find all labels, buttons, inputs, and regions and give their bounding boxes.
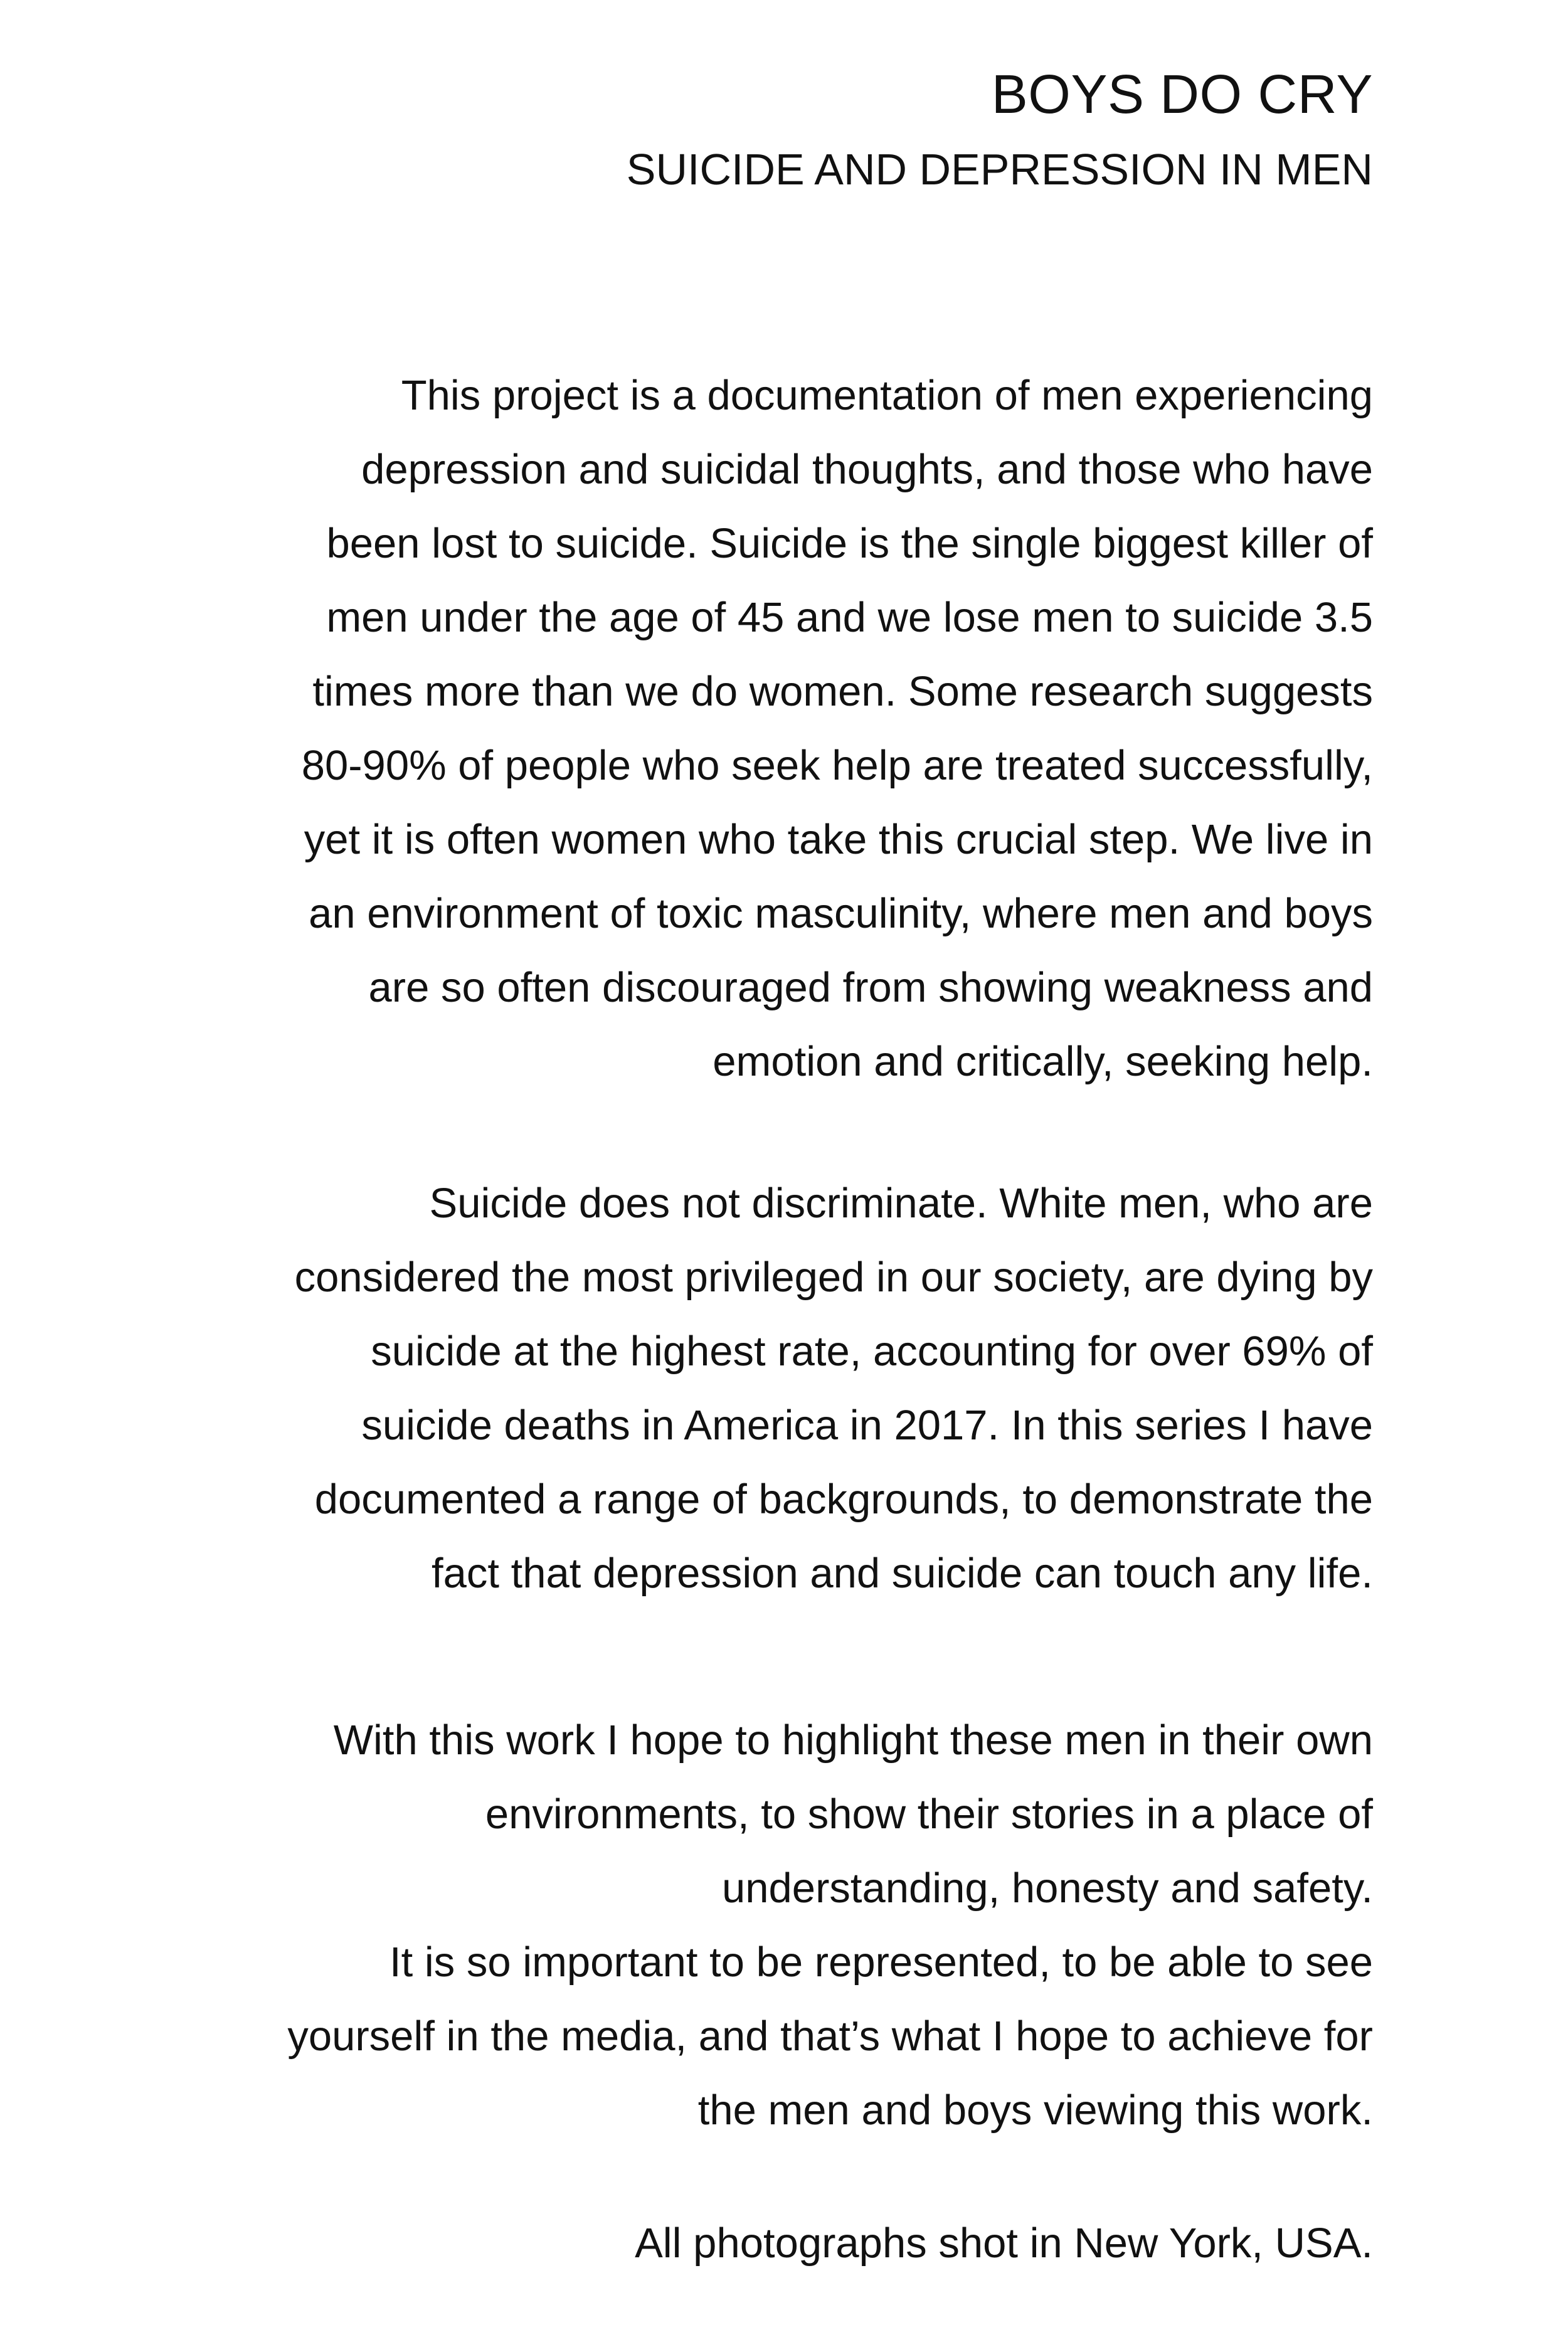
page-title: BOYS DO CRY — [991, 64, 1373, 125]
text-line: understanding, honesty and safety. — [722, 1865, 1373, 1912]
text-line: 80-90% of people who seek help are treated successfully, — [301, 742, 1373, 789]
paragraph-purpose — [56, 1703, 1373, 2148]
text-line: suicide deaths in America in 2017. In this series I have — [361, 1402, 1373, 1449]
text-line: All photographs shot in New York, USA. — [635, 2220, 1373, 2267]
text-line: men under the age of 45 and we lose men to suicide 3.5 — [326, 594, 1373, 641]
text-line: yourself in the media, and that’s what I hope to achieve for — [287, 2013, 1373, 2060]
text-line: It is so important to be represented, to be able to see — [389, 1939, 1373, 1986]
text-line: emotion and critically, seeking help. — [712, 1038, 1373, 1085]
text-line: With this work I hope to highlight these men in their own — [333, 1717, 1373, 1764]
text-line: yet it is often women who take this crucial step. We live in — [304, 816, 1373, 863]
paragraph-discrimination — [56, 1167, 1373, 1611]
paragraph-intro — [56, 359, 1373, 1099]
text-line: been lost to suicide. Suicide is the single biggest killer of — [326, 520, 1373, 567]
text-line: are so often discouraged from showing weakness and — [368, 964, 1373, 1011]
text-line: environments, to show their stories in a place of — [485, 1791, 1373, 1838]
text-line: an environment of toxic masculinity, where men and boys — [309, 890, 1373, 937]
text-line: This project is a documentation of men experiencing — [401, 372, 1373, 419]
text-line: suicide at the highest rate, accounting for over 69% of — [371, 1328, 1373, 1375]
text-line: fact that depression and suicide can touch any life. — [432, 1550, 1373, 1597]
text-line: depression and suicidal thoughts, and those who have — [361, 446, 1373, 493]
text-line: considered the most privileged in our society, are dying by — [294, 1254, 1373, 1301]
text-line: times more than we do women. Some research suggests — [312, 668, 1373, 715]
paragraph-location — [56, 2206, 1373, 2280]
text-line: documented a range of backgrounds, to demonstrate the — [314, 1476, 1373, 1523]
page-subtitle: SUICIDE AND DEPRESSION IN MEN — [626, 145, 1373, 194]
text-line: the men and boys viewing this work. — [697, 2087, 1373, 2134]
text-line: Suicide does not discriminate. White men, who are — [429, 1180, 1373, 1227]
